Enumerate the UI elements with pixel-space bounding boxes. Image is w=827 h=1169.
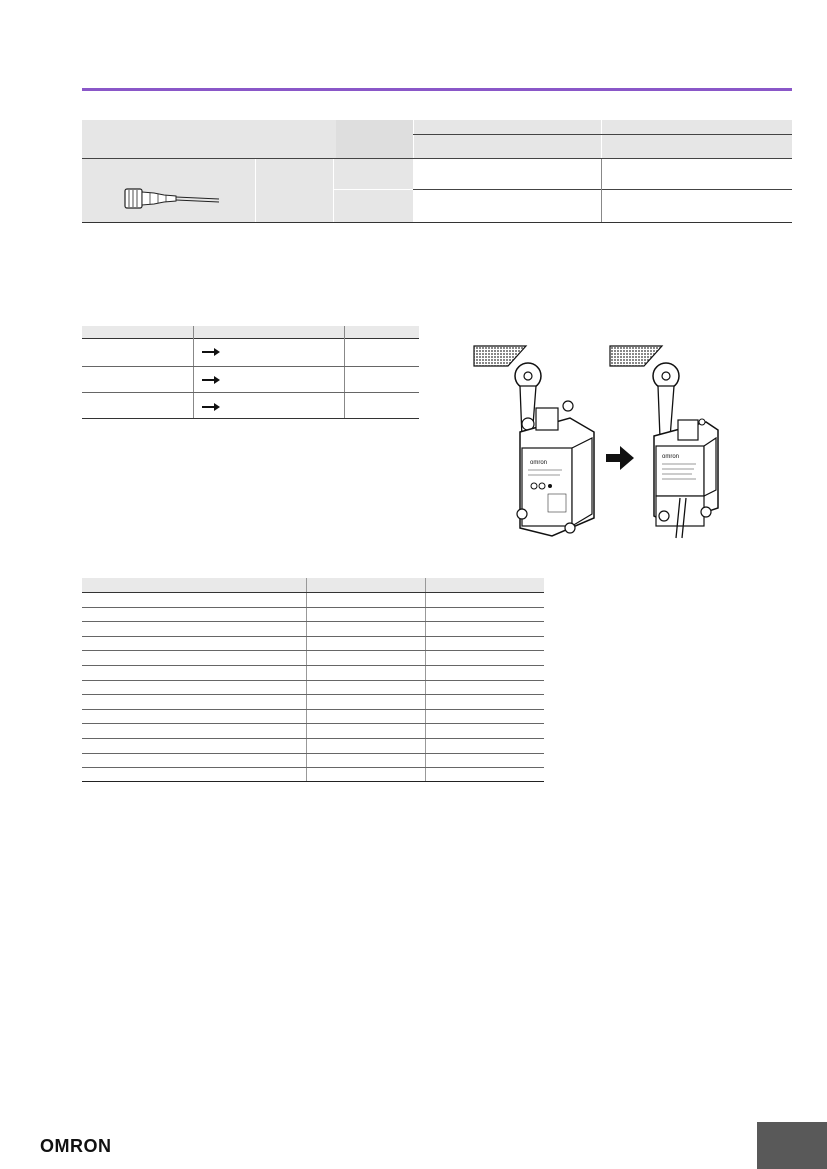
switch-replacement-illustration [470,338,740,543]
table-header-right-top [413,120,792,134]
replacement-table [82,326,419,418]
right-arrow-icon [202,347,220,357]
omron-logo: OMRON [40,1136,112,1156]
table-header [82,578,544,592]
page-number-tab [757,1122,827,1169]
right-arrow-icon [202,402,220,412]
table-header [82,326,419,338]
table-header-mid [336,120,413,158]
row-label-1 [334,159,413,189]
specification-table [82,578,544,782]
table-header-right-bottom [413,135,792,158]
connector-cable-icon [124,183,220,213]
row-label-2 [334,190,413,222]
device-label: omron [662,454,680,460]
section-divider [82,88,792,91]
device-label: omron [530,460,548,466]
row-group-cell [256,159,333,222]
right-arrow-icon [202,375,220,385]
connector-table [82,120,792,223]
